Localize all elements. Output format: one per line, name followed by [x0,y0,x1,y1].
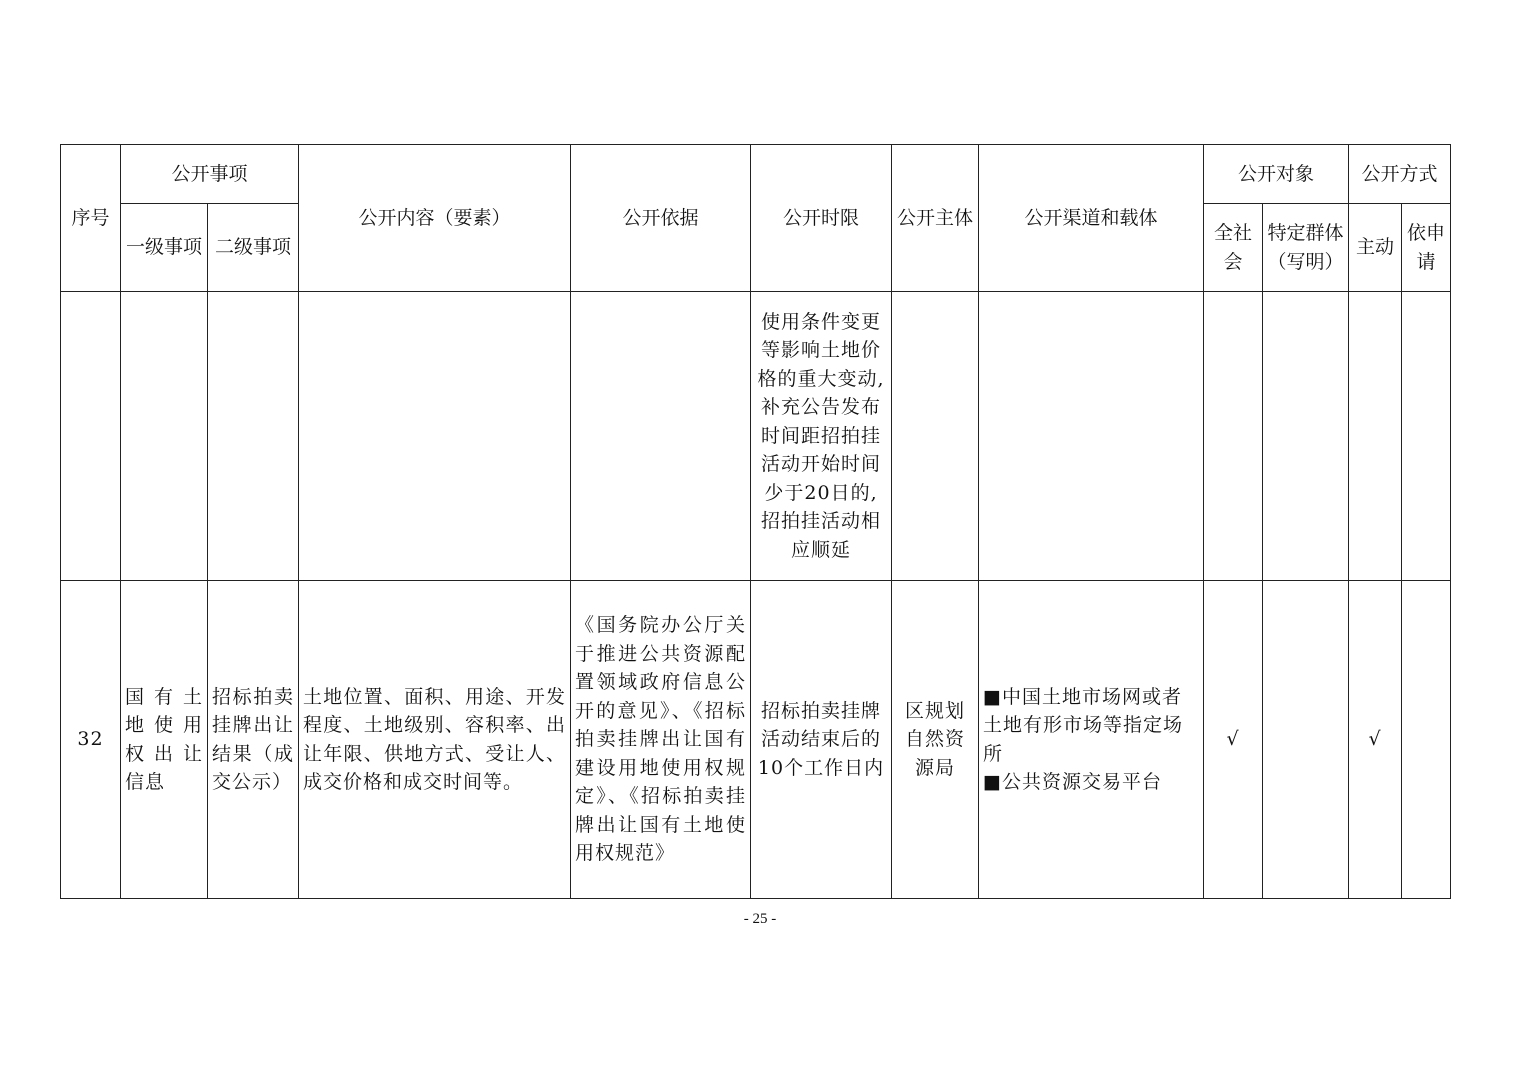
header-subject: 公开主体 [892,145,979,292]
disclosure-table [60,144,1451,899]
cell-level1: 国有土地使用权出让信息 [121,581,208,899]
cell-audience-all: √ [1204,581,1263,899]
cell-channel [979,292,1204,581]
cell-seq [61,292,121,581]
table-row [61,292,1451,581]
header-row-1 [61,145,1451,204]
header-method-group: 公开方式 [1349,145,1451,204]
cell-method-apply [1402,581,1451,899]
cell-time-limit: 招标拍卖挂牌活动结束后的10个工作日内 [751,581,892,899]
header-method-active: 主动 [1349,204,1402,292]
cell-content [299,292,571,581]
cell-audience-specific [1263,292,1349,581]
cell-basis [571,292,751,581]
cell-level1 [121,292,208,581]
table-row [61,581,1451,899]
cell-basis: 《国务院办公厅关于推进公共资源配置领域政府信息公开的意见》、《招标拍卖挂牌出让国有建设用地使用权规定》、《招标拍卖挂牌出让国有土地使用权规范》 [571,581,751,899]
header-content: 公开内容（要素） [299,145,571,292]
header-method-apply: 依申请 [1402,204,1451,292]
cell-method-apply [1402,292,1451,581]
header-audience-specific: 特定群体（写明） [1263,204,1349,292]
header-channel: 公开渠道和载体 [979,145,1204,292]
header-level1: 一级事项 [121,204,208,292]
cell-level2: 招标拍卖挂牌出让结果（成交公示） [208,581,299,899]
cell-channel [979,581,1204,899]
header-level2: 二级事项 [208,204,299,292]
cell-content: 土地位置、面积、用途、开发程度、土地级别、容积率、出让年限、供地方式、受让人、成交价格和成交时间等。 [299,581,571,899]
cell-subject: 区规划自然资源局 [892,581,979,899]
cell-audience-specific [1263,581,1349,899]
channel-item: ■中国土地市场网或者土地有形市场等指定场所 [983,685,1184,765]
header-basis: 公开依据 [571,145,751,292]
header-seq: 序号 [61,145,121,292]
cell-seq: 32 [61,581,121,899]
cell-time-limit: 使用条件变更等影响土地价格的重大变动,补充公告发布时间距招拍挂活动开始时间少于20日的,招拍挂活动相应顺延 [751,292,892,581]
page-number: - 25 - [743,911,777,927]
cell-audience-all [1204,292,1263,581]
header-audience-all: 全社会 [1204,204,1263,292]
channel-item: ■公共资源交易平台 [983,771,1162,793]
cell-level2 [208,292,299,581]
header-time-limit: 公开时限 [751,145,892,292]
cell-method-active [1349,292,1402,581]
cell-method-active: √ [1349,581,1402,899]
cell-subject [892,292,979,581]
header-item-group: 公开事项 [121,145,299,204]
header-audience-group: 公开对象 [1204,145,1349,204]
